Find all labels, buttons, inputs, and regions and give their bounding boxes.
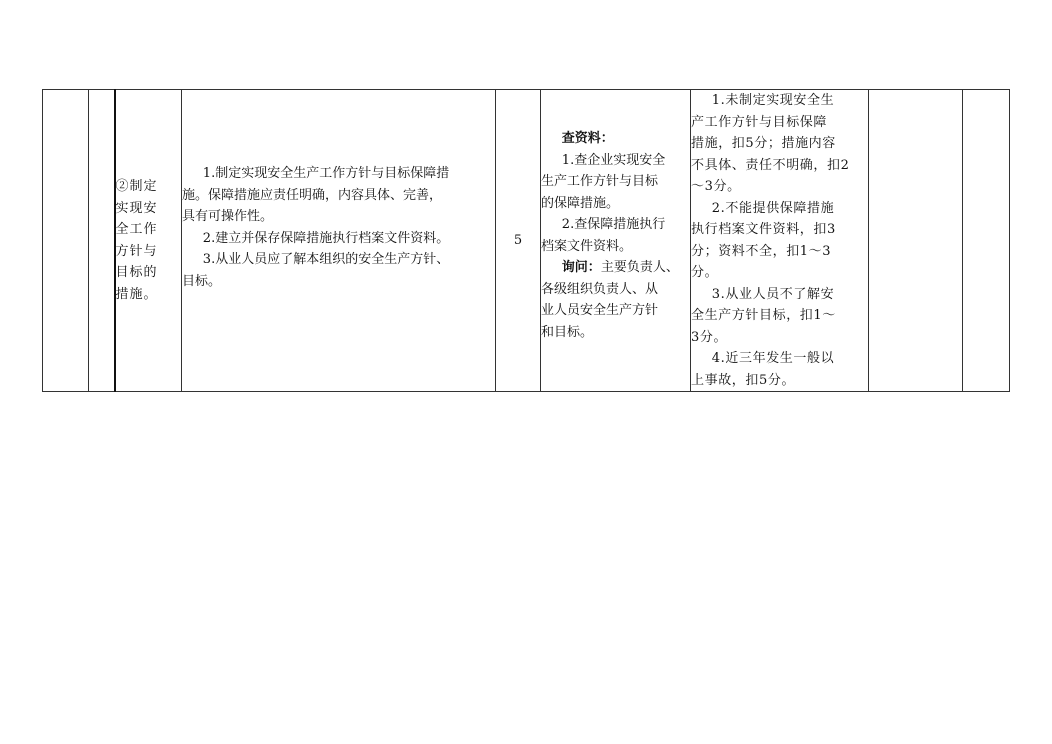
method-line: 2.查保障措施执行 [561, 217, 666, 232]
standard-line: 1.制定实现安全生产工作方针与目标保障措 [202, 166, 450, 181]
method-heading: 查资料： [561, 131, 614, 146]
assessment-table [42, 89, 1010, 392]
scoring-rule-cell [691, 90, 869, 392]
item-line: ②制定 [115, 179, 158, 194]
item-line: 全工作 [115, 222, 158, 237]
rule-line: 3.从业人员不了解安 [711, 286, 835, 302]
rule-line: 上事故，扣5分。 [691, 372, 796, 388]
method-line: 业人员安全生产方针 [541, 303, 659, 318]
standard-line: 2.建立并保存保障措施执行档案文件资料。 [202, 230, 450, 246]
standard-line: 施。保障措施应责任明确，内容具体、完善， [182, 187, 443, 203]
rule-line: 执行档案文件资料，扣3 [691, 222, 836, 237]
standard-line: 目标。 [182, 273, 222, 289]
method-line: 和目标。 [541, 324, 594, 340]
table-row [43, 90, 1010, 392]
subcategory-cell [89, 90, 115, 392]
rule-line: 3分。 [691, 329, 728, 345]
item-line: 措施。 [115, 286, 158, 302]
category-cell [43, 90, 89, 392]
method-line: 生产工作方针与目标 [541, 174, 659, 189]
item-line: 实现安 [115, 200, 158, 216]
rule-line: 1.未制定实现安全生 [711, 93, 835, 108]
method-line: 1.查企业实现安全 [561, 152, 666, 168]
inquiry-text: 主要负责人、 [600, 260, 679, 275]
rule-line: 产工作方针与目标保障 [691, 114, 828, 130]
rule-line: 措施，扣5分；措施内容 [691, 136, 836, 151]
item-cell [115, 90, 182, 392]
rule-line: 4.近三年发生一般以 [711, 351, 835, 366]
score-cell [496, 90, 541, 392]
inquiry-line [541, 257, 690, 279]
item-line: 方针与 [115, 243, 158, 259]
rule-line: 分。 [691, 265, 719, 280]
standard-cell [182, 90, 496, 392]
rule-line: ～3分。 [691, 179, 741, 194]
rule-line: 不具体、责任不明确，扣2 [691, 157, 850, 173]
rule-line: 2.不能提供保障措施 [711, 200, 835, 216]
method-line: 档案文件资料。 [541, 238, 633, 254]
inquiry-label: 询问： [561, 260, 601, 275]
standard-line: 具有可操作性。 [182, 209, 274, 224]
standard-line: 3.从业人员应了解本组织的安全生产方针、 [202, 252, 450, 267]
rule-line: 分；资料不全，扣1～3 [691, 243, 832, 259]
score-value: 5 [513, 232, 523, 248]
remarks-cell [963, 90, 1010, 392]
actual-score-cell [869, 90, 963, 392]
method-line: 的保障措施。 [541, 195, 620, 211]
rule-line: 全生产方针目标，扣1～ [691, 308, 836, 323]
method-line: 各级组织负责人、从 [541, 281, 659, 297]
method-cell [541, 90, 691, 392]
item-line: 目标的 [115, 265, 158, 280]
